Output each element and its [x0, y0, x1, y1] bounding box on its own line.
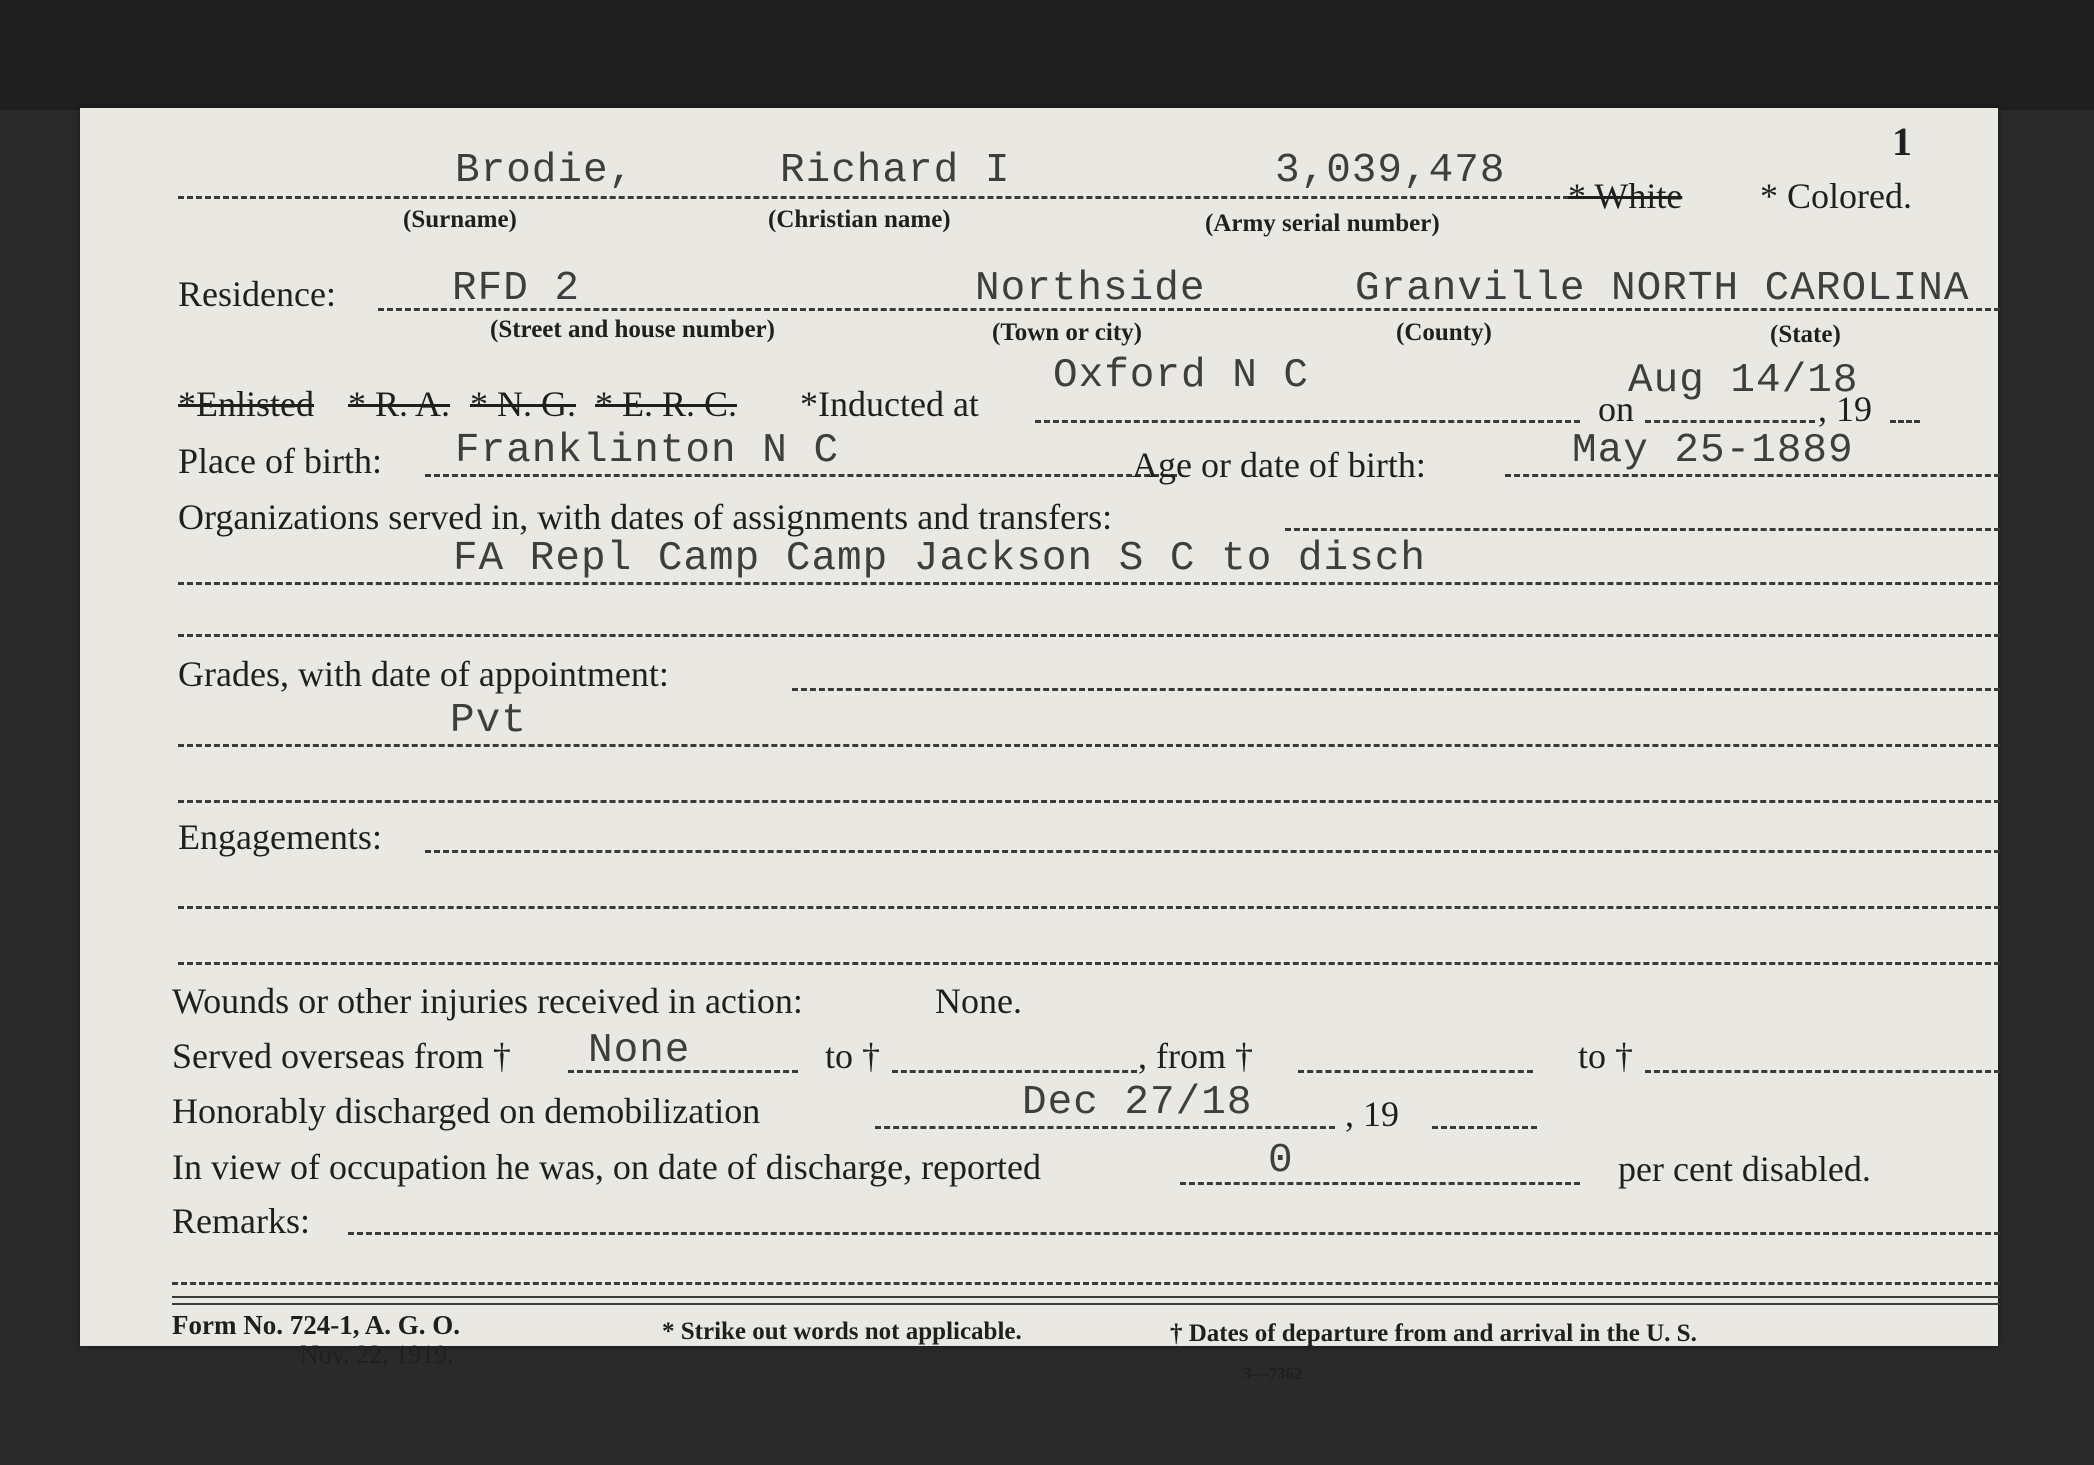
- caption-christian-name: (Christian name): [768, 206, 951, 233]
- caption-street: (Street and house number): [490, 316, 775, 343]
- engagements-line-2: [178, 906, 2000, 909]
- overseas-to2-label: to †: [1578, 1036, 1634, 1076]
- name-line: [178, 196, 1650, 199]
- inducted-year-line: [1890, 420, 1920, 423]
- organizations-line-3: [178, 634, 2000, 637]
- discharge-year-line: [1432, 1126, 1537, 1129]
- erc-struck: * E. R. C.: [595, 384, 738, 424]
- remarks-line-1: [348, 1232, 2000, 1235]
- disability-line: [1180, 1182, 1580, 1185]
- grades-line-3: [178, 800, 2000, 803]
- residence-label: Residence:: [178, 274, 336, 314]
- inducted-at-label: *Inducted at: [800, 384, 979, 424]
- footer-rule-2: [172, 1303, 2000, 1305]
- place-of-birth-value: Franklinton N C: [455, 428, 840, 474]
- organizations-line-2: [178, 582, 2000, 585]
- overseas-from2-line: [1298, 1070, 1533, 1073]
- engagements-label: Engagements:: [178, 817, 382, 857]
- ng-struck: * N. G.: [470, 384, 576, 424]
- on-label: on: [1598, 389, 1634, 429]
- date-of-birth-label: Age or date of birth:: [1132, 445, 1426, 485]
- inducted-place-line: [1035, 420, 1580, 423]
- grades-label: Grades, with date of appointment:: [178, 654, 669, 694]
- overseas-to-label: to †: [825, 1036, 881, 1076]
- race-colored: * Colored.: [1760, 176, 1912, 216]
- inducted-date-value: Aug 14/18: [1628, 358, 1859, 404]
- overseas-from-label: Served overseas from †: [172, 1036, 511, 1076]
- caption-serial-number: (Army serial number): [1205, 210, 1440, 237]
- race-white-struck: * White: [1568, 176, 1683, 216]
- form-date: Nov. 22, 1919.: [300, 1340, 454, 1369]
- inducted-date-line: [1645, 420, 1815, 423]
- print-code: 3—7362: [1243, 1364, 1303, 1383]
- note-strike-out: * Strike out words not applicable.: [662, 1318, 1022, 1345]
- engagements-line-1: [425, 850, 2000, 853]
- scan-background-top: [0, 0, 2094, 110]
- remarks-label: Remarks:: [172, 1201, 310, 1241]
- discharge-year-label: , 19: [1345, 1094, 1399, 1134]
- christian-name-value: Richard I: [780, 148, 1011, 194]
- caption-state: (State): [1770, 321, 1841, 348]
- caption-town: (Town or city): [992, 319, 1142, 346]
- caption-county: (County): [1396, 319, 1492, 346]
- disability-suffix: per cent disabled.: [1618, 1149, 1871, 1189]
- place-of-birth-line: [425, 474, 1177, 477]
- organizations-label: Organizations served in, with dates of assignments and transfers:: [178, 497, 1113, 537]
- discharge-label: Honorably discharged on demobilization: [172, 1091, 761, 1131]
- grades-line-1: [792, 688, 2000, 691]
- place-of-birth-label: Place of birth:: [178, 441, 382, 481]
- disability-label: In view of occupation he was, on date of discharge, reported: [172, 1147, 1042, 1187]
- discharge-date-value: Dec 27/18: [1022, 1080, 1253, 1126]
- inducted-place-value: Oxford N C: [1053, 353, 1310, 399]
- date-of-birth-line: [1505, 474, 2000, 477]
- note-dates: † Dates of departure from and arrival in the U. S.: [1170, 1320, 1697, 1347]
- engagements-line-3: [178, 962, 2000, 965]
- town-value: Northside: [975, 266, 1206, 312]
- overseas-to2-line: [1645, 1070, 2000, 1073]
- footer-rule-1: [172, 1296, 2000, 1298]
- overseas-to-line: [892, 1070, 1137, 1073]
- overseas-from-value: None: [588, 1028, 691, 1074]
- surname-value: Brodie,: [455, 148, 635, 194]
- wounds-value: None.: [935, 981, 1022, 1021]
- organizations-line-1: [1285, 528, 2000, 531]
- wounds-label: Wounds or other injuries received in action:: [172, 981, 803, 1021]
- form-number: Form No. 724-1, A. G. O.: [172, 1310, 460, 1340]
- organizations-entry: FA Repl Camp Camp Jackson S C to disch: [453, 536, 1426, 582]
- remarks-line-2: [172, 1282, 2000, 1285]
- overseas-from2-label: , from †: [1138, 1036, 1253, 1076]
- street-value: RFD 2: [452, 266, 581, 312]
- ra-struck: * R. A.: [348, 384, 451, 424]
- grades-entry: Pvt: [450, 698, 527, 744]
- service-record-card: [80, 108, 1998, 1383]
- discharge-date-line: [875, 1126, 1335, 1129]
- grades-line-2: [178, 744, 2000, 747]
- card-number: 1: [1892, 119, 1912, 164]
- disability-value: 0: [1268, 1138, 1294, 1184]
- serial-number-value: 3,039,478: [1275, 148, 1506, 194]
- caption-surname: (Surname): [403, 206, 517, 233]
- enlisted-struck: *Enlisted: [178, 384, 314, 424]
- county-state-value: Granville NORTH CAROLINA: [1355, 266, 1970, 312]
- date-of-birth-value: May 25-1889: [1572, 428, 1854, 474]
- inducted-year-label: , 19: [1818, 389, 1872, 429]
